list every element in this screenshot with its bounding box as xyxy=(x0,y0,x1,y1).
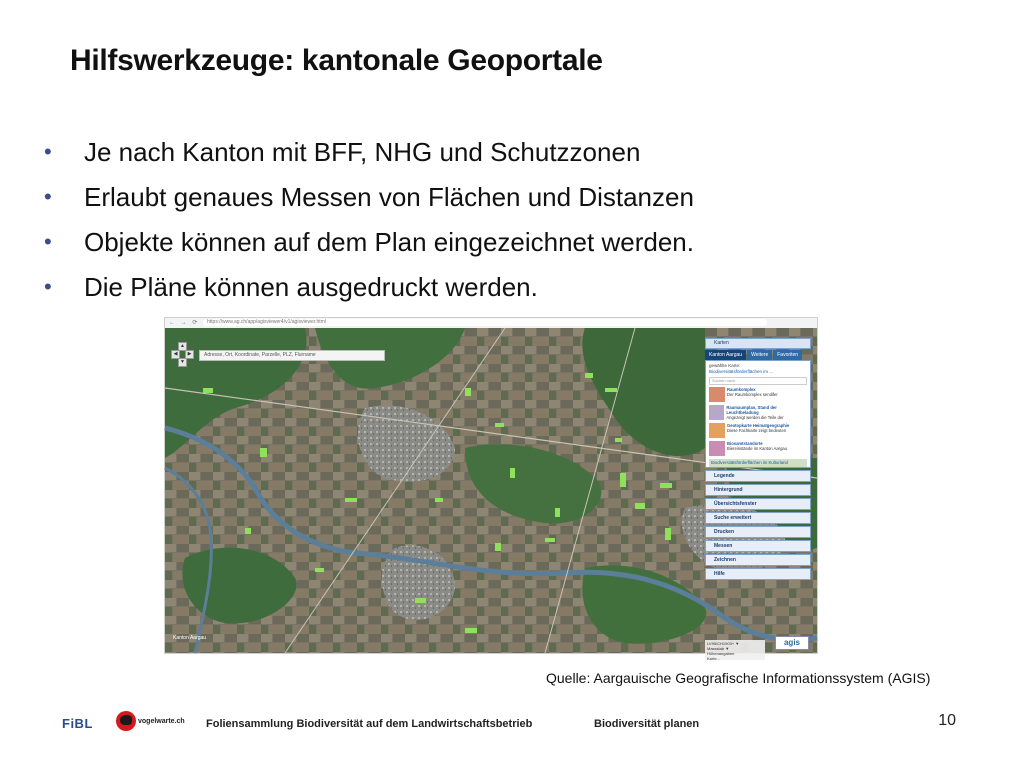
footer-collection: Foliensammlung Biodiversität auf dem Landwirtschaftsbetrieb xyxy=(206,718,533,730)
layer-search-input[interactable]: Suchen nach xyxy=(709,377,807,385)
map-side-panel xyxy=(705,338,811,588)
layer-desc: Der Raumkomplex sendifer xyxy=(727,392,778,397)
bullet-icon: • xyxy=(44,139,52,164)
layer-title: Geotopkarte Heimatgeographie xyxy=(727,423,790,428)
layer-title: Raumkomplex xyxy=(727,387,756,392)
bullet-text: Objekte können auf dem Plan eingezeichnet werden. xyxy=(84,227,694,257)
menu-drucken[interactable]: Drucken xyxy=(705,526,811,538)
bullet-list xyxy=(42,134,694,314)
browser-nav-icons: ← → ⟳ xyxy=(169,320,200,326)
menu-uebersichtsfenster[interactable]: Übersichtsfenster xyxy=(705,498,811,510)
layer-desc: Biereinstände im Kanton Aargau xyxy=(727,446,788,451)
tab-favoriten[interactable]: Favoriten xyxy=(773,350,802,360)
bullet-icon: • xyxy=(44,274,52,299)
bullet-text: Je nach Kanton mit BFF, NHG und Schutzzonen xyxy=(84,137,641,167)
bullet-text: Die Pläne können ausgedruckt werden. xyxy=(84,272,538,302)
pan-up-icon[interactable]: ▲ xyxy=(178,342,187,351)
image-source-caption: Quelle: Aargauische Geografische Informationssystem (AGIS) xyxy=(546,670,931,686)
bullet-item xyxy=(42,269,694,314)
layer-item[interactable] xyxy=(709,423,807,440)
current-map-name[interactable]: Biodiversitätsförderflächen im ... xyxy=(709,369,774,374)
active-layer-item[interactable]: Biodiversitätsförderflächen im Kulturland xyxy=(709,459,807,467)
layer-item[interactable] xyxy=(709,405,807,422)
layer-title: Biosamtstandorte xyxy=(727,441,763,446)
layer-item[interactable] xyxy=(709,387,807,404)
panel-header-maps[interactable]: Karten xyxy=(705,338,811,349)
panel-body xyxy=(705,360,811,468)
fibl-logo: FiBL xyxy=(62,716,93,731)
menu-zeichnen[interactable]: Zeichnen xyxy=(705,554,811,566)
slide-footer xyxy=(0,708,1024,748)
browser-url-bar: https://www.ag.ch/app/agisviewer4/v1/agisviewer.html xyxy=(203,319,767,326)
height-label: Höhenangaben xyxy=(707,651,735,656)
panel-tabs xyxy=(705,350,811,360)
tab-kanton-aargau[interactable]: Kanton Aargau xyxy=(705,350,746,360)
map-view xyxy=(165,328,817,661)
menu-hilfe[interactable]: Hilfe xyxy=(705,568,811,580)
menu-suche-erweitert[interactable]: Suche erweitert xyxy=(705,512,811,524)
coord-system-select: LV95/CH1903+ ▼ xyxy=(707,641,740,646)
bullet-icon: • xyxy=(44,184,52,209)
layer-thumbnail xyxy=(709,441,725,456)
pan-down-icon[interactable]: ▼ xyxy=(178,358,187,367)
pan-left-icon[interactable]: ◀ xyxy=(171,350,180,359)
menu-legende[interactable]: Legende xyxy=(705,470,811,482)
page-number: 10 xyxy=(938,712,956,729)
map-pan-control[interactable] xyxy=(171,342,191,368)
map-label: Karte... xyxy=(707,656,720,661)
bullet-item xyxy=(42,134,694,179)
kanton-aargau-logo: Kanton Aargau xyxy=(173,635,207,641)
current-map-label: gewählte Karte: xyxy=(709,363,741,368)
footer-topic: Biodiversität planen xyxy=(594,718,700,730)
map-search-input[interactable]: Adresse, Ort, Koordinate, Parzelle, PLZ, Flurname xyxy=(199,350,385,361)
bird-icon xyxy=(120,715,132,725)
agis-logo: agis xyxy=(775,636,809,650)
menu-hintergrund[interactable]: Hintergrund xyxy=(705,484,811,496)
vogelwarte-logo xyxy=(116,711,185,733)
layer-thumbnail xyxy=(709,405,724,420)
bullet-item xyxy=(42,224,694,269)
layer-desc: Diese Fachkarte zeigt bedeuten xyxy=(727,428,787,433)
layer-thumbnail xyxy=(709,387,725,402)
layer-thumbnail xyxy=(709,423,725,438)
bullet-icon: • xyxy=(44,229,52,254)
tab-weitere[interactable]: Weitere xyxy=(747,350,772,360)
menu-messen[interactable]: Messen xyxy=(705,540,811,552)
scale-select: Massstab ▼ xyxy=(707,646,730,651)
geoportal-screenshot xyxy=(164,317,818,661)
bullet-item xyxy=(42,179,694,224)
slide-title: Hilfswerkzeuge: kantonale Geoportale xyxy=(70,44,603,77)
layer-title: Raumaumplan, Stand der Leuchtbeladung xyxy=(726,405,777,415)
pan-right-icon[interactable]: ▶ xyxy=(185,350,194,359)
layer-desc: Angezeigt werden die Teile der xyxy=(726,415,784,420)
coordinate-box[interactable] xyxy=(705,640,765,660)
vogelwarte-text: vogelwarte.ch xyxy=(138,718,185,725)
bullet-text: Erlaubt genaues Messen von Flächen und Distanzen xyxy=(84,182,694,212)
layer-item[interactable] xyxy=(709,441,807,458)
